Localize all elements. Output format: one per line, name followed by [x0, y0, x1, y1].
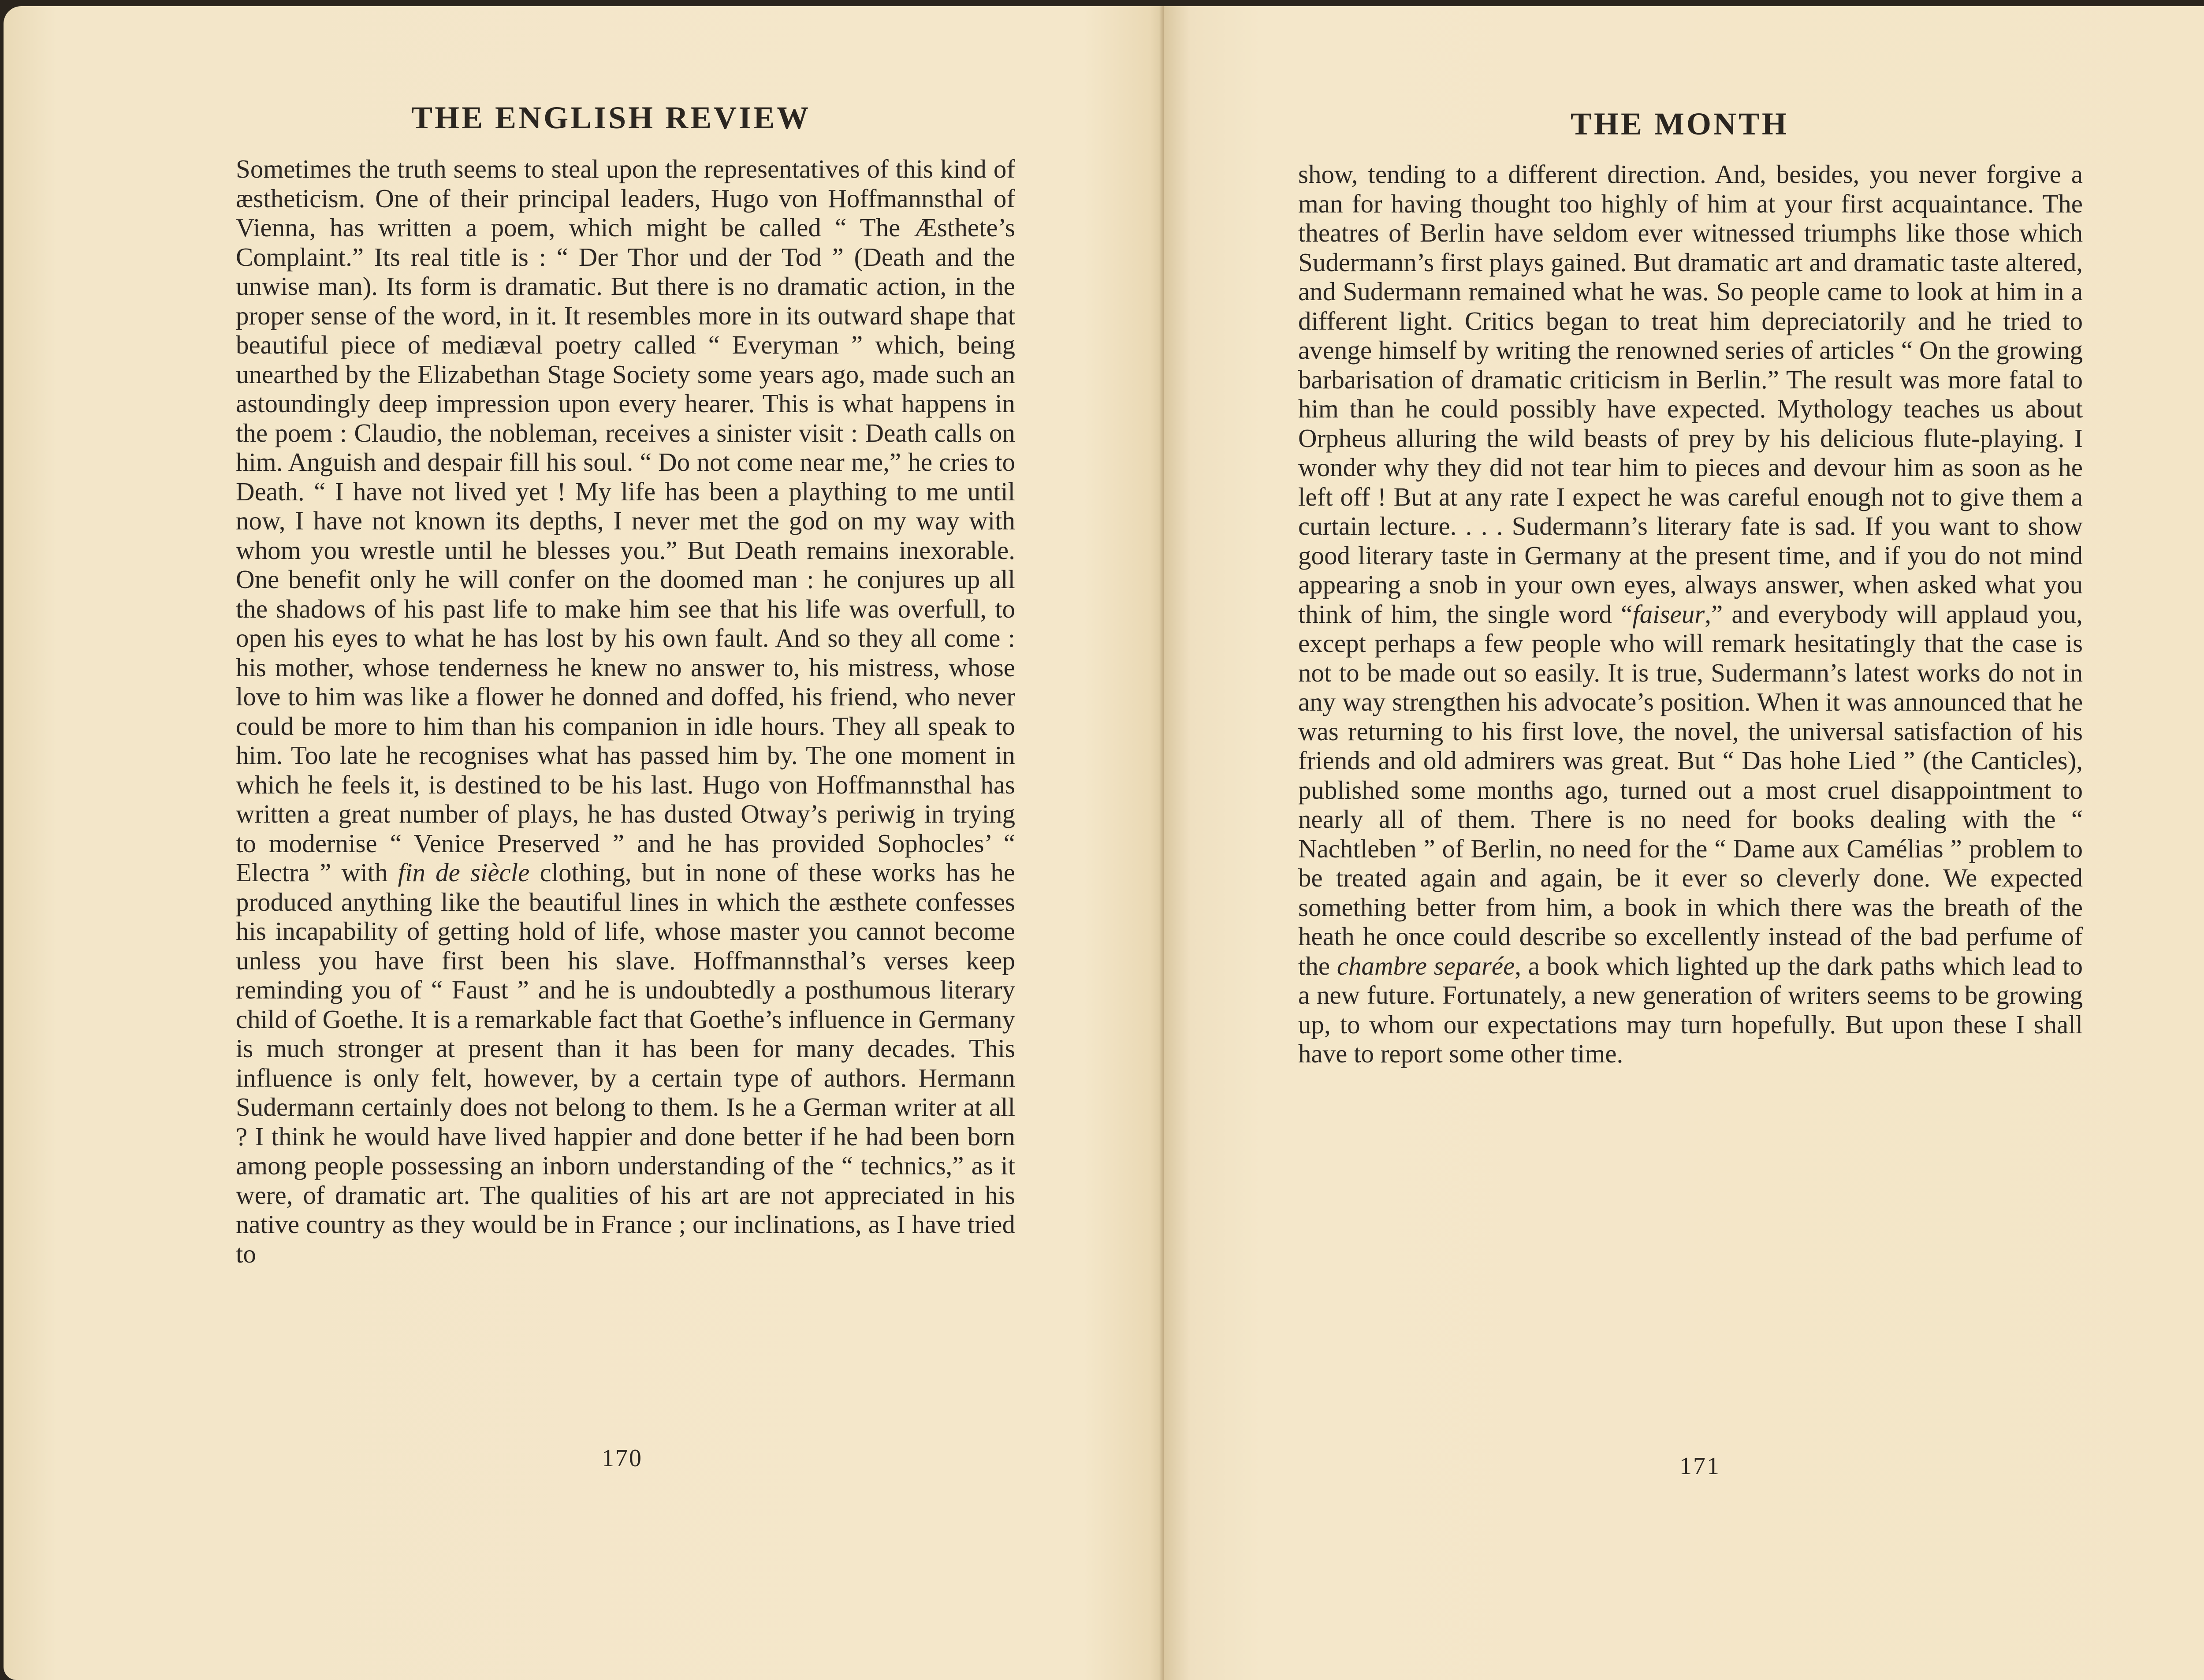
- right-page: [1164, 6, 2204, 1680]
- running-head-right: THE MONTH: [1571, 106, 1789, 142]
- right-text-part-2: ,” and everybody will applaud you, except perhaps a few people who will remark hesitatingly that the case is not to be made out so easily. It is true, Sudermann’s latest works do not in any way strengthen his advocate’s position. When it was announced that he was returning to his first love, the novel, the universal satisfaction of his friends and old admirers was great. But “ Das hohe Lied ” (the Canticles), published some months ago, turned out a most cruel disappointment to nearly all of them. There is no need for books dealing with the “ Nachtleben ” of Berlin, no need for the “ Dame aux Camélias ” problem to be treated again and again, be it ever so cleverly done. We expected something better from him, a book in which there was the breath of the heath he once could describe so excellently instead of the bad perfume of the: [1298, 599, 2083, 980]
- left-text-part-1: Sometimes the truth seems to steal upon the representatives of this kind of æstheticism. One of their principal leaders, Hugo von Hoffmannsthal of Vienna, has written a poem, which might be called “ The Æsthete’s Complaint.” Its real title is : “ Der Thor und der Tod ” (Death and the unwise man). Its form is dramatic. But there is no dramatic action, in the proper sense of the word, in it. It resembles more in its outward shape that beautiful piece of mediæval poetry called “ Everyman ” which, being unearthed by the Elizabethan Stage Society some years ago, made such an astoundingly deep impression upon every hearer. This is what happens in the poem : Claudio, the nobleman, receives a sinister visit : Death calls on him. Anguish and despair fill his soul. “ Do not come near me,” he cries to Death. “ I have not lived yet ! My life has been a plaything to me until now, I have not known its depths, I never met the god on my way with whom you wrestle until he blesses you.” But Death remains inexorable. One benefit only he will confer on the doomed man : he conjures up all the shadows of his past life to make him see that his life was overfull, to open his eyes to what he has lost by his own fault. And so they all come : his mother, whose tenderness he knew no answer to, his mistress, whose love to him was like a flower he donned and doffed, his friend, who never could be more to him than his companion in idle hours. They all speak to him. Too late he recognises what has passed him by. The one moment in which he feels it, is destined to be his last. Hugo von Hoffmannsthal has written a great number of plays, he has dusted Otway’s periwig in trying to modernise “ Venice Preserved ” and he has provided Sophocles’ “ Electra ” with: [236, 154, 1015, 887]
- right-paragraph: [1298, 160, 2083, 1069]
- left-text-italic: fin de siècle: [398, 858, 530, 887]
- running-head-left: THE ENGLISH REVIEW: [411, 100, 811, 135]
- right-text-part-1: show, tending to a different direction. And, besides, you never forgive a man for having thought too highly of him at your first acquaintance. The theatres of Berlin have seldom ever witnessed triumphs like those which Sudermann’s first plays gained. But dramatic art and dramatic taste altered, and Sudermann remained what he was. So people came to look at him in a different light. Critics began to treat him depreciatorily and he tried to avenge himself by writing the renowned series of articles “ On the growing barbarisation of dramatic criticism in Berlin.” The result was more fatal to him than he could possibly have expected. Mythology teaches us about Orpheus alluring the wild beasts of prey by his delicious flute-playing. I wonder why they did not tear him to pieces and devour him as soon as he left off ! But at any rate I expect he was careful enough not to give them a curtain lecture. . . . Sudermann’s literary fate is sad. If you want to show good literary taste in Germany at the present time, and if you do not mind appearing a snob in your own eyes, always answer, when asked what you think of him, the single word “: [1298, 160, 2083, 629]
- left-page-text: [236, 154, 1015, 1268]
- folio-right: 171: [1679, 1453, 1720, 1480]
- folio-left: 170: [602, 1445, 643, 1472]
- right-text-italic-1: faiseur: [1632, 599, 1705, 629]
- right-text-part-3: , a book which lighted up the dark paths which lead to a new future. Fortunately, a new generation of writers seems to be growing up, to whom our expectations may turn hopefully. But upon these I shall have to report some other time.: [1298, 951, 2083, 1068]
- right-text-italic-2: chambre separée: [1337, 951, 1515, 980]
- right-page-text: [1298, 160, 2083, 1069]
- left-paragraph: [236, 154, 1015, 1268]
- left-page: [4, 6, 1164, 1680]
- left-text-part-2: clothing, but in none of these works has he produced anything like the beautiful lines in which the æsthete confesses his incapability of getting hold of life, whose master you cannot become unless you have first been his slave. Hoffmannsthal’s verses keep reminding you of “ Faust ” and he is undoubtedly a posthumous literary child of Goethe. It is a remarkable fact that Goethe’s influence in Germany is much stronger at present than it has been for many decades. This influence is only felt, however, by a certain type of authors. Hermann Sudermann certainly does not belong to them. Is he a German writer at all ? I think he would have lived happier and done better if he had been born among people possessing an inborn understanding of the “ technics,” as it were, of dramatic art. The qualities of his art are not appreciated in his native country as they would be in France ; our inclinations, as I have tried to: [236, 858, 1015, 1268]
